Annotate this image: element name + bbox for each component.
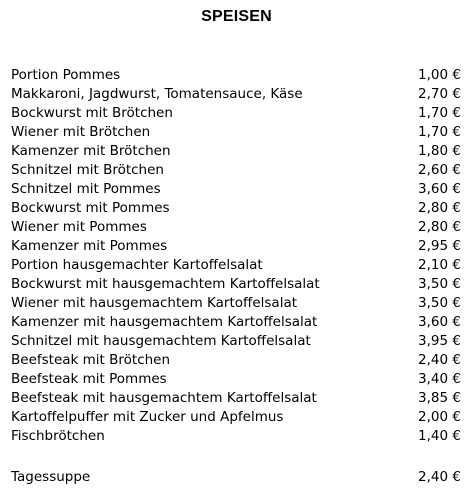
menu-item — [11, 180, 461, 199]
menu-item-price: 2,00 € — [418, 409, 461, 425]
menu-item-price: 2,80 € — [418, 200, 461, 216]
menu-item — [11, 408, 461, 427]
menu-item-price: 1,40 € — [418, 428, 461, 444]
menu-item-name: Kamenzer mit Pommes — [11, 238, 168, 254]
menu-item-name: Kamenzer mit hausgemachtem Kartoffelsalat — [11, 314, 318, 330]
menu-item-price: 2,80 € — [418, 219, 461, 235]
menu-item — [11, 104, 461, 123]
menu-item-name: Beefsteak mit Brötchen — [11, 352, 171, 368]
menu-item-price: 3,60 € — [418, 314, 461, 330]
menu-item-price: 3,95 € — [418, 333, 461, 349]
menu-item-name: Schnitzel mit Pommes — [11, 181, 161, 197]
menu-item-name: Beefsteak mit Pommes — [11, 371, 167, 387]
menu-item-price: 2,40 € — [418, 469, 461, 485]
menu-item — [11, 161, 461, 180]
menu-item-price: 2,60 € — [418, 162, 461, 178]
menu-item-name: Kartoffelpuffer mit Zucker und Apfelmus — [11, 409, 284, 425]
menu-item-price: 2,10 € — [418, 257, 461, 273]
menu-item-price: 2,70 € — [418, 86, 461, 102]
menu-item-name: Portion hausgemachter Kartoffelsalat — [11, 257, 263, 273]
menu-item — [11, 256, 461, 275]
menu-list — [11, 66, 461, 446]
menu-item — [11, 66, 461, 85]
menu-item — [11, 351, 461, 370]
menu-item-price: 3,50 € — [418, 276, 461, 292]
menu-item-name: Wiener mit Brötchen — [11, 124, 151, 140]
menu-item-name: Bockwurst mit hausgemachtem Kartoffelsalat — [11, 276, 320, 292]
menu-item-name: Portion Pommes — [11, 67, 121, 83]
menu-item-price: 2,40 € — [418, 352, 461, 368]
menu-item — [11, 142, 461, 161]
menu-item — [11, 294, 461, 313]
menu-item — [11, 389, 461, 408]
menu-item-name: Wiener mit Pommes — [11, 219, 147, 235]
menu-item-name: Kamenzer mit Brötchen — [11, 143, 171, 159]
menu-item-tagessuppe — [11, 468, 461, 487]
menu-item-price: 1,00 € — [418, 67, 461, 83]
menu-item-name: Tagessuppe — [11, 469, 91, 485]
menu-item-name: Wiener mit hausgemachtem Kartoffelsalat — [11, 295, 298, 311]
menu-item-price: 3,50 € — [418, 295, 461, 311]
menu-item-price: 2,95 € — [418, 238, 461, 254]
menu-item-name: Fischbrötchen — [11, 428, 105, 444]
menu-item-name: Schnitzel mit Brötchen — [11, 162, 164, 178]
menu-item-price: 3,85 € — [418, 390, 461, 406]
menu-item-name: Beefsteak mit hausgemachtem Kartoffelsalat — [11, 390, 317, 406]
menu-item — [11, 313, 461, 332]
menu-item-price: 1,80 € — [418, 143, 461, 159]
menu-item-name: Makkaroni, Jagdwurst, Tomatensauce, Käse — [11, 86, 303, 102]
menu-item-name: Bockwurst mit Brötchen — [11, 105, 173, 121]
menu-item-price: 1,70 € — [418, 124, 461, 140]
menu-item — [11, 199, 461, 218]
menu-item-name: Schnitzel mit hausgemachtem Kartoffelsalat — [11, 333, 311, 349]
menu-item — [11, 275, 461, 294]
menu-item — [11, 427, 461, 446]
menu-item-price: 1,70 € — [418, 105, 461, 121]
menu-item — [11, 332, 461, 351]
menu-item — [11, 85, 461, 104]
menu-item — [11, 218, 461, 237]
menu-item — [11, 237, 461, 256]
menu-title: SPEISEN — [201, 8, 272, 25]
menu-item — [11, 370, 461, 389]
menu-item-price: 3,60 € — [418, 181, 461, 197]
menu-item-name: Bockwurst mit Pommes — [11, 200, 170, 216]
menu-item — [11, 123, 461, 142]
menu-item-price: 3,40 € — [418, 371, 461, 387]
